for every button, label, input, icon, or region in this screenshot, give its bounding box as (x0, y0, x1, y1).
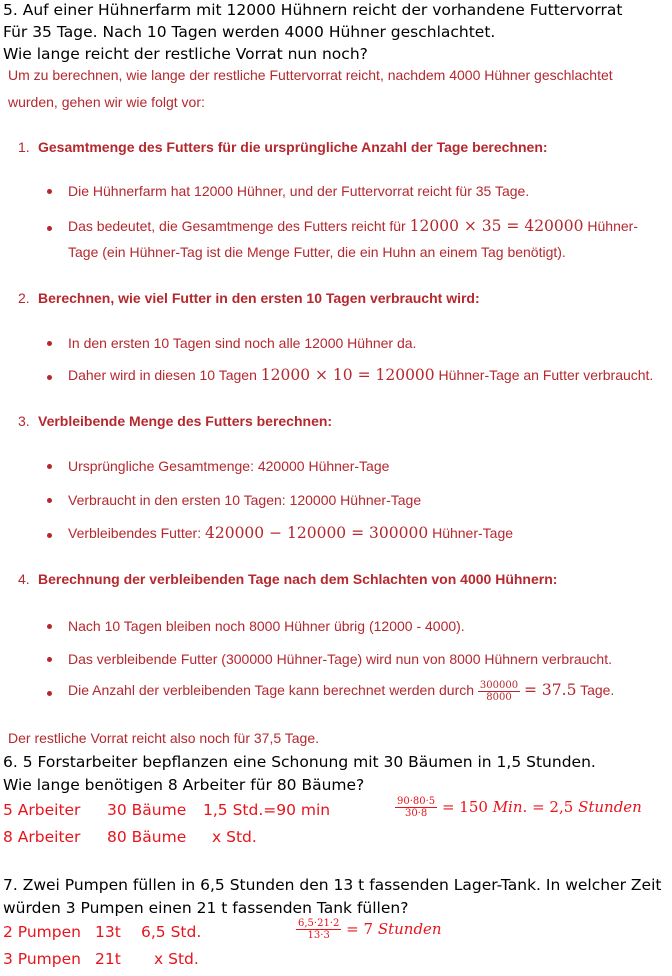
bullet-dot (47, 226, 52, 231)
step4-bullet3-text-end: Tage. (580, 682, 615, 699)
bullet-dot (47, 691, 52, 696)
step3-bullet3-text: Verbleibendes Futter: (68, 525, 202, 541)
step1-bullet2-text-end: Hühner- (587, 218, 638, 234)
step2-number: 2. (18, 290, 30, 306)
bullet-dot (47, 624, 52, 629)
step4-bullet3-text: Die Anzahl der verbleibenden Tage kann berechnet werden durch (68, 682, 475, 699)
bullet-dot (47, 189, 52, 194)
task6-row2-workers: 8 Arbeiter (3, 828, 81, 846)
bullet-dot (47, 657, 52, 662)
step4-bullet3 (68, 680, 614, 703)
task7-fraction-numerator: 6,5·21·2 (298, 918, 340, 929)
step2-bullet2 (68, 366, 653, 384)
task6-row2-trees: 80 Bäume (107, 828, 187, 846)
step3-bullet2: Verbraucht in den ersten 10 Tagen: 120000 Hühner-Tage (68, 492, 422, 508)
step2-bullet2-text: Daher wird in diesen 10 Tagen (68, 367, 257, 383)
task7-result-value: = 7 (346, 920, 374, 938)
step2-bullet1: In den ersten 10 Tagen sind noch alle 12000 Hühner da. (68, 335, 417, 351)
bullet-dot (47, 533, 52, 538)
answer-intro-line2: wurden, gehen wir wie folgt vor: (8, 94, 205, 110)
task5-line3: Wie lange reicht der restliche Vorrat nun noch? (3, 45, 368, 63)
task7-row1-pumps: 2 Pumpen (3, 923, 81, 941)
task6-row2-time: x Std. (212, 828, 257, 846)
task6-result-unit1: Min. (492, 798, 528, 816)
step3-bullet1: Ursprüngliche Gesamtmenge: 420000 Hühner-Tage (68, 458, 390, 474)
task7-line2: würden 3 Pumpen einen 21 t fassenden Tank füllen? (3, 899, 409, 917)
task6-result-value1: = 150 (441, 798, 488, 816)
step3-bullet3-text-end: Hühner-Tage (432, 525, 514, 541)
step4-fraction-numerator: 300000 (479, 680, 519, 691)
step4-bullet2: Das verbleibende Futter (300000 Hühner-Tage) wird nun von 8000 Hühnern verbraucht. (68, 651, 612, 667)
task6-line1: 6. 5 Forstarbeiter bepflanzen eine Schonung mit 30 Bäumen in 1,5 Stunden. (3, 753, 596, 771)
task6-fraction-numerator: 90·80·5 (397, 796, 436, 807)
task6-fraction-denominator: 30·8 (404, 808, 428, 819)
step1-bullet1: Die Hühnerfarm hat 12000 Hühner, und der Futtervorrat reicht für 35 Tage. (68, 183, 530, 199)
step2-title: Berechnen, wie viel Futter in den ersten 10 Tagen verbraucht wird: (38, 290, 480, 306)
step1-bullet2-math: 12000 × 35 = 420000 (409, 217, 584, 235)
task6-row1-workers: 5 Arbeiter (3, 801, 81, 819)
step4-number: 4. (18, 571, 30, 587)
step4-title: Berechnung der verbleibenden Tage nach dem Schlachten von 4000 Hühnern: (38, 571, 558, 587)
task7-row2-time: x Std. (154, 950, 199, 968)
step3-bullet3 (68, 524, 513, 542)
task6-row1-time: 1,5 Std.=90 min (203, 801, 331, 819)
answer-conclusion: Der restliche Vorrat reicht also noch für 37,5 Tage. (8, 730, 320, 746)
task7-fraction (296, 918, 341, 941)
step4-bullet1: Nach 10 Tagen bleiben noch 8000 Hühner übrig (12000 - 4000). (68, 618, 465, 634)
task6-line2: Wie lange benötigen 8 Arbeiter für 80 Bäume? (3, 776, 365, 794)
task6-result-unit2: Stunden (578, 798, 642, 816)
step1-title: Gesamtmenge des Futters für die ursprüngliche Anzahl der Tage berechnen: (38, 139, 548, 155)
step3-bullet3-math: 420000 − 120000 = 300000 (204, 524, 429, 542)
answer-intro-line1: Um zu berechnen, wie lange der restliche Futtervorrat reicht, nachdem 4000 Hühner geschlachtet (8, 67, 613, 83)
task6-solution (395, 796, 642, 819)
task7-row2-volume: 21t (95, 950, 121, 968)
task7-fraction-denominator: 13·3 (307, 930, 330, 941)
task6-row1-trees: 30 Bäume (107, 801, 187, 819)
task7-solution (296, 918, 442, 941)
task6-fraction (395, 796, 437, 819)
task5-line2: Für 35 Tage. Nach 10 Tagen werden 4000 Hühner geschlachtet. (3, 23, 496, 41)
bullet-dot (47, 341, 52, 346)
task7-row1-volume: 13t (95, 923, 121, 941)
step3-number: 3. (18, 413, 30, 429)
step2-bullet2-math: 12000 × 10 = 120000 (260, 366, 435, 384)
task7-line1: 7. Zwei Pumpen füllen in 6,5 Stunden den 13 t fassenden Lager-Tank. In welcher Zeit (3, 876, 662, 894)
step4-fraction-denominator: 8000 (486, 692, 512, 703)
task7-row1-time: 6,5 Std. (141, 923, 202, 941)
step1-number: 1. (18, 139, 30, 155)
step1-bullet2 (68, 217, 638, 235)
bullet-dot (47, 498, 52, 503)
step2-bullet2-text-end: Hühner-Tage an Futter verbraucht. (438, 367, 654, 383)
task7-result-unit: Stunden (377, 920, 442, 938)
step1-bullet2-cont: Tage (ein Hühner-Tag ist die Menge Futter, die ein Huhn an einem Tag benötigt). (68, 244, 566, 260)
step3-title: Verbleibende Menge des Futters berechnen: (38, 413, 333, 429)
step4-bullet3-math: = 37.5 (524, 681, 577, 700)
bullet-dot (47, 464, 52, 469)
bullet-dot (47, 375, 52, 380)
task5-line1: 5. Auf einer Hühnerfarm mit 12000 Hühnern reicht der vorhandene Futtervorrat (3, 1, 623, 19)
step4-fraction (478, 680, 520, 703)
step1-bullet2-text: Das bedeutet, die Gesamtmenge des Futters reicht für (68, 218, 406, 234)
task6-result-value2: = 2,5 (532, 798, 574, 816)
task7-row2-pumps: 3 Pumpen (3, 950, 81, 968)
